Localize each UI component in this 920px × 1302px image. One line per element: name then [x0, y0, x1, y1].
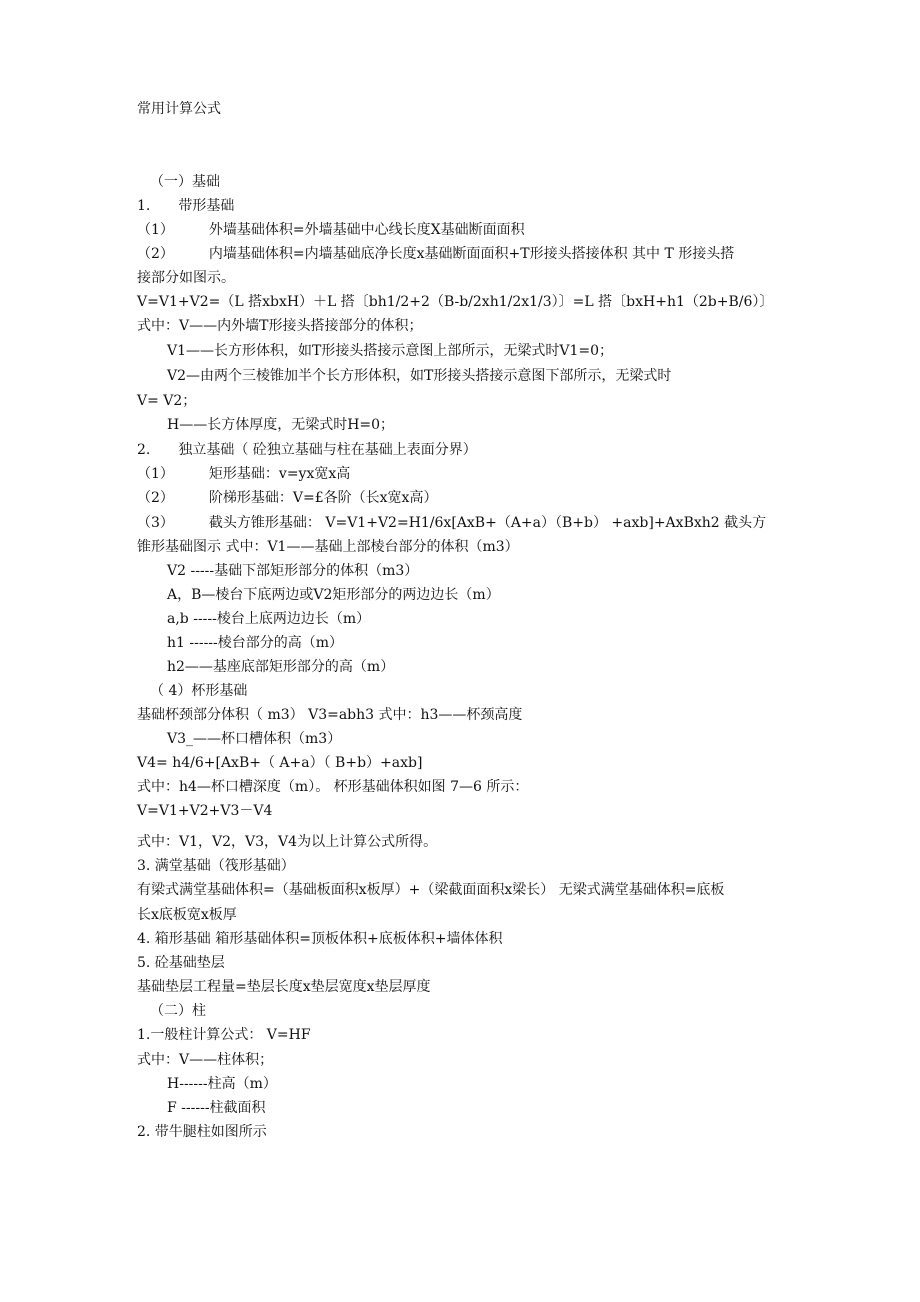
- text-line: V1——长方形体积，如T形接头搭接示意图上部所示，无梁式时V1=0；: [167, 343, 614, 359]
- text-line: H------柱高（m）: [167, 1076, 277, 1092]
- section-heading-column: （二）柱: [150, 1003, 206, 1019]
- text-line: H——长方体厚度，无梁式时H=0；: [167, 417, 395, 433]
- text-line: 5. 砼基础垫层: [137, 955, 225, 971]
- text-line: （2） 阶梯形基础：V=£各阶（长x宽x高）: [137, 490, 438, 506]
- text-line: 式中：V——柱体积；: [137, 1052, 274, 1068]
- text-line: A，B—棱台下底两边或V2矩形部分的两边边长（m）: [167, 587, 500, 603]
- text-line: 2. 独立基础（ 砼独立基础与柱在基础上表面分界）: [137, 442, 477, 458]
- text-line: 长x底板宽x板厚: [137, 907, 237, 923]
- text-line: （1） 外墙基础体积=外墙基础中心线长度X基础断面面积: [137, 222, 525, 238]
- text-line: 锥形基础图示 式中：V1——基础上部棱台部分的体积（m3）: [137, 539, 519, 555]
- text-line: （1） 矩形基础：v=yx宽x高: [137, 466, 351, 482]
- text-line: F ------柱截面积: [167, 1100, 266, 1116]
- text-line: a,b -----棱台上底两边边长（m）: [167, 611, 371, 627]
- section-heading-foundation: （一）基础: [150, 174, 220, 190]
- text-line: （2） 内墙基础体积=内墙基础底净长度x基础断面面积+T形接头搭接体积 其中 T 形接头搭: [137, 246, 735, 262]
- text-line: 基础杯颈部分体积（ m3） V3=abh3 式中：h3——杯颈高度: [137, 707, 523, 723]
- text-line: V2—由两个三棱锥加半个长方形体积，如T形接头搭接示意图下部所示，无梁式时: [167, 368, 672, 384]
- text-line: V3_——杯口槽体积（m3）: [167, 731, 342, 747]
- formula-line: V=V1+V2=（L 搭xbxH）＋L 搭〔bh1/2+2（B-b/2xh1/2x1/3）〕=L 搭〔bxH+h1（2b+B/6）〕: [137, 294, 774, 310]
- text-line: V= V2；: [137, 393, 197, 409]
- text-line: 式中：V1，V2，V3，V4为以上计算公式所得。: [137, 834, 438, 850]
- text-line: 式中：V——内外墙T形接头搭接部分的体积；: [137, 318, 423, 334]
- text-line: 基础垫层工程量=垫层长度x垫层宽度x垫层厚度: [137, 979, 431, 995]
- text-line: 3. 满堂基础（筏形基础）: [137, 858, 295, 874]
- formula-line: 1.一般柱计算公式： V=HF: [137, 1027, 311, 1043]
- text-line: 2. 带牛腿柱如图所示: [137, 1124, 267, 1140]
- text-line: V2 -----基础下部矩形部分的体积（m3）: [167, 563, 419, 579]
- text-line: 4. 箱形基础 箱形基础体积=顶板体积+底板体积+墙体体积: [137, 931, 503, 947]
- text-line: 接部分如图示。: [137, 270, 235, 286]
- text-line: 有梁式满堂基础体积=（基础板面积x板厚）+（梁截面面积x梁长） 无梁式满堂基础体积=底板: [137, 882, 725, 898]
- text-line: h2——基座底部矩形部分的高（m）: [167, 659, 395, 675]
- text-line: h1 ------棱台部分的高（m）: [167, 635, 344, 651]
- text-line: 式中：h4—杯口槽深度（m）。 杯形基础体积如图 7—6 所示：: [137, 779, 529, 795]
- document-title: 常用计算公式: [137, 101, 221, 117]
- formula-line: V=V1+V2+V3－V4: [137, 803, 273, 819]
- formula-line: （3） 截头方锥形基础： V=V1+V2=H1/6x[AxB+（A+a）（B+b） +axb]+AxBxh2 截头方: [137, 515, 767, 531]
- formula-line: V4= h4/6+[AxB+（ A+a）（ B+b）+axb]: [137, 755, 423, 771]
- text-line: （ 4）杯形基础: [150, 683, 248, 699]
- text-line: 1. 带形基础: [137, 198, 235, 214]
